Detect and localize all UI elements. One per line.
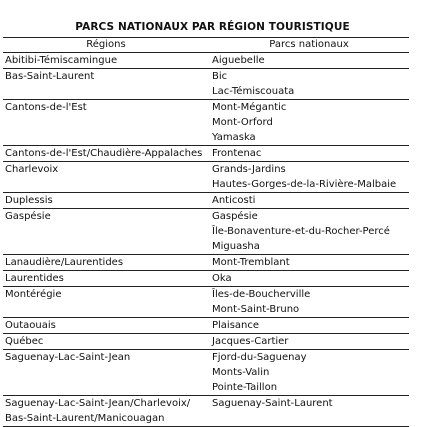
- table-row: [3, 318, 409, 334]
- table-row: [3, 53, 409, 69]
- parks-cell: [209, 146, 409, 162]
- park-name: Aiguebelle: [212, 55, 265, 66]
- region-name: Duplessis: [5, 195, 53, 206]
- table-row: [3, 396, 409, 427]
- table-row: [3, 334, 409, 350]
- region-cell: [3, 396, 209, 427]
- park-name: Grands-Jardins: [212, 164, 286, 175]
- header-regions: Régions: [3, 38, 209, 53]
- park-name: Monts-Valin: [212, 367, 270, 378]
- park-name: Bic: [212, 71, 228, 82]
- region-cell: [3, 271, 209, 287]
- parks-cell: [209, 193, 409, 209]
- park-name: Gaspésie: [212, 211, 258, 222]
- park-name: Îles-de-Boucherville: [212, 289, 311, 300]
- park-name: Mont-Mégantic: [212, 102, 287, 113]
- region-cell: [3, 318, 209, 334]
- parks-cell: [209, 396, 409, 427]
- table-title: PARCS NATIONAUX PAR RÉGION TOURISTIQUE: [75, 21, 350, 33]
- park-name: Frontenac: [212, 148, 262, 159]
- park-name: Anticosti: [212, 195, 256, 206]
- region-cell: [3, 350, 209, 396]
- region-cell: [3, 146, 209, 162]
- park-name: Fjord-du-Saguenay: [212, 352, 307, 363]
- parks-cell: [209, 318, 409, 334]
- parks-cell: [209, 255, 409, 271]
- region-name: Lanaudière/Laurentides: [5, 257, 124, 268]
- park-name: Plaisance: [212, 320, 260, 331]
- region-cell: [3, 69, 209, 100]
- table-row: [3, 100, 409, 146]
- parks-cell: [209, 100, 409, 146]
- region-name: Outaouais: [5, 320, 56, 331]
- park-name: Hautes-Gorges-de-la-Rivière-Malbaie: [212, 179, 397, 190]
- table-body: [3, 53, 409, 427]
- region-name: Cantons-de-l'Est: [5, 102, 87, 113]
- parks-cell: [209, 350, 409, 396]
- parks-cell: [209, 69, 409, 100]
- park-name: Pointe-Taillon: [212, 382, 278, 393]
- region-name: Bas-Saint-Laurent: [5, 71, 95, 82]
- region-name: Charlevoix: [5, 164, 59, 175]
- region-cell: [3, 209, 209, 255]
- region-cell: [3, 162, 209, 193]
- region-name: Saguenay-Lac-Saint-Jean/Charlevoix/: [5, 398, 191, 409]
- park-name: Lac-Témiscouata: [212, 86, 295, 97]
- region-name: Abitibi-Témiscamingue: [5, 55, 118, 66]
- park-name: Oka: [212, 273, 232, 284]
- table-row: [3, 271, 409, 287]
- park-name: Mont-Saint-Bruno: [212, 304, 300, 315]
- park-name: Mont-Orford: [212, 117, 273, 128]
- region-cell: [3, 193, 209, 209]
- parks-cell: [209, 162, 409, 193]
- header-parks: Parcs nationaux: [209, 38, 409, 53]
- header-row: [3, 38, 409, 53]
- parks-cell: [209, 334, 409, 350]
- region-name: Laurentides: [5, 273, 64, 284]
- region-cell: [3, 100, 209, 146]
- table-row: [3, 162, 409, 193]
- table-row: [3, 209, 409, 255]
- park-name: Yamaska: [212, 132, 256, 143]
- parks-cell: [209, 53, 409, 69]
- region-name: Bas-Saint-Laurent/Manicouagan: [5, 413, 165, 424]
- region-cell: [3, 255, 209, 271]
- table-row: [3, 69, 409, 100]
- park-name: Jacques-Cartier: [212, 336, 289, 347]
- region-cell: [3, 334, 209, 350]
- table-row: [3, 146, 409, 162]
- region-name: Cantons-de-l'Est/Chaudière-Appalaches: [5, 148, 203, 159]
- region-name: Québec: [5, 336, 44, 347]
- table-row: [3, 350, 409, 396]
- parks-table: [3, 37, 409, 427]
- park-name: Miguasha: [212, 241, 260, 252]
- park-name: Saguenay-Saint-Laurent: [212, 398, 333, 409]
- region-name: Montérégie: [5, 289, 62, 300]
- table-row: [3, 255, 409, 271]
- table-row: [3, 193, 409, 209]
- table-row: [3, 287, 409, 318]
- region-name: Gaspésie: [5, 211, 51, 222]
- region-name: Saguenay-Lac-Saint-Jean: [5, 352, 131, 363]
- parks-cell: [209, 287, 409, 318]
- region-cell: [3, 287, 209, 318]
- region-cell: [3, 53, 209, 69]
- park-name: Mont-Tremblant: [212, 257, 290, 268]
- park-name: Île-Bonaventure-et-du-Rocher-Percé: [212, 226, 390, 237]
- parks-cell: [209, 271, 409, 287]
- parks-cell: [209, 209, 409, 255]
